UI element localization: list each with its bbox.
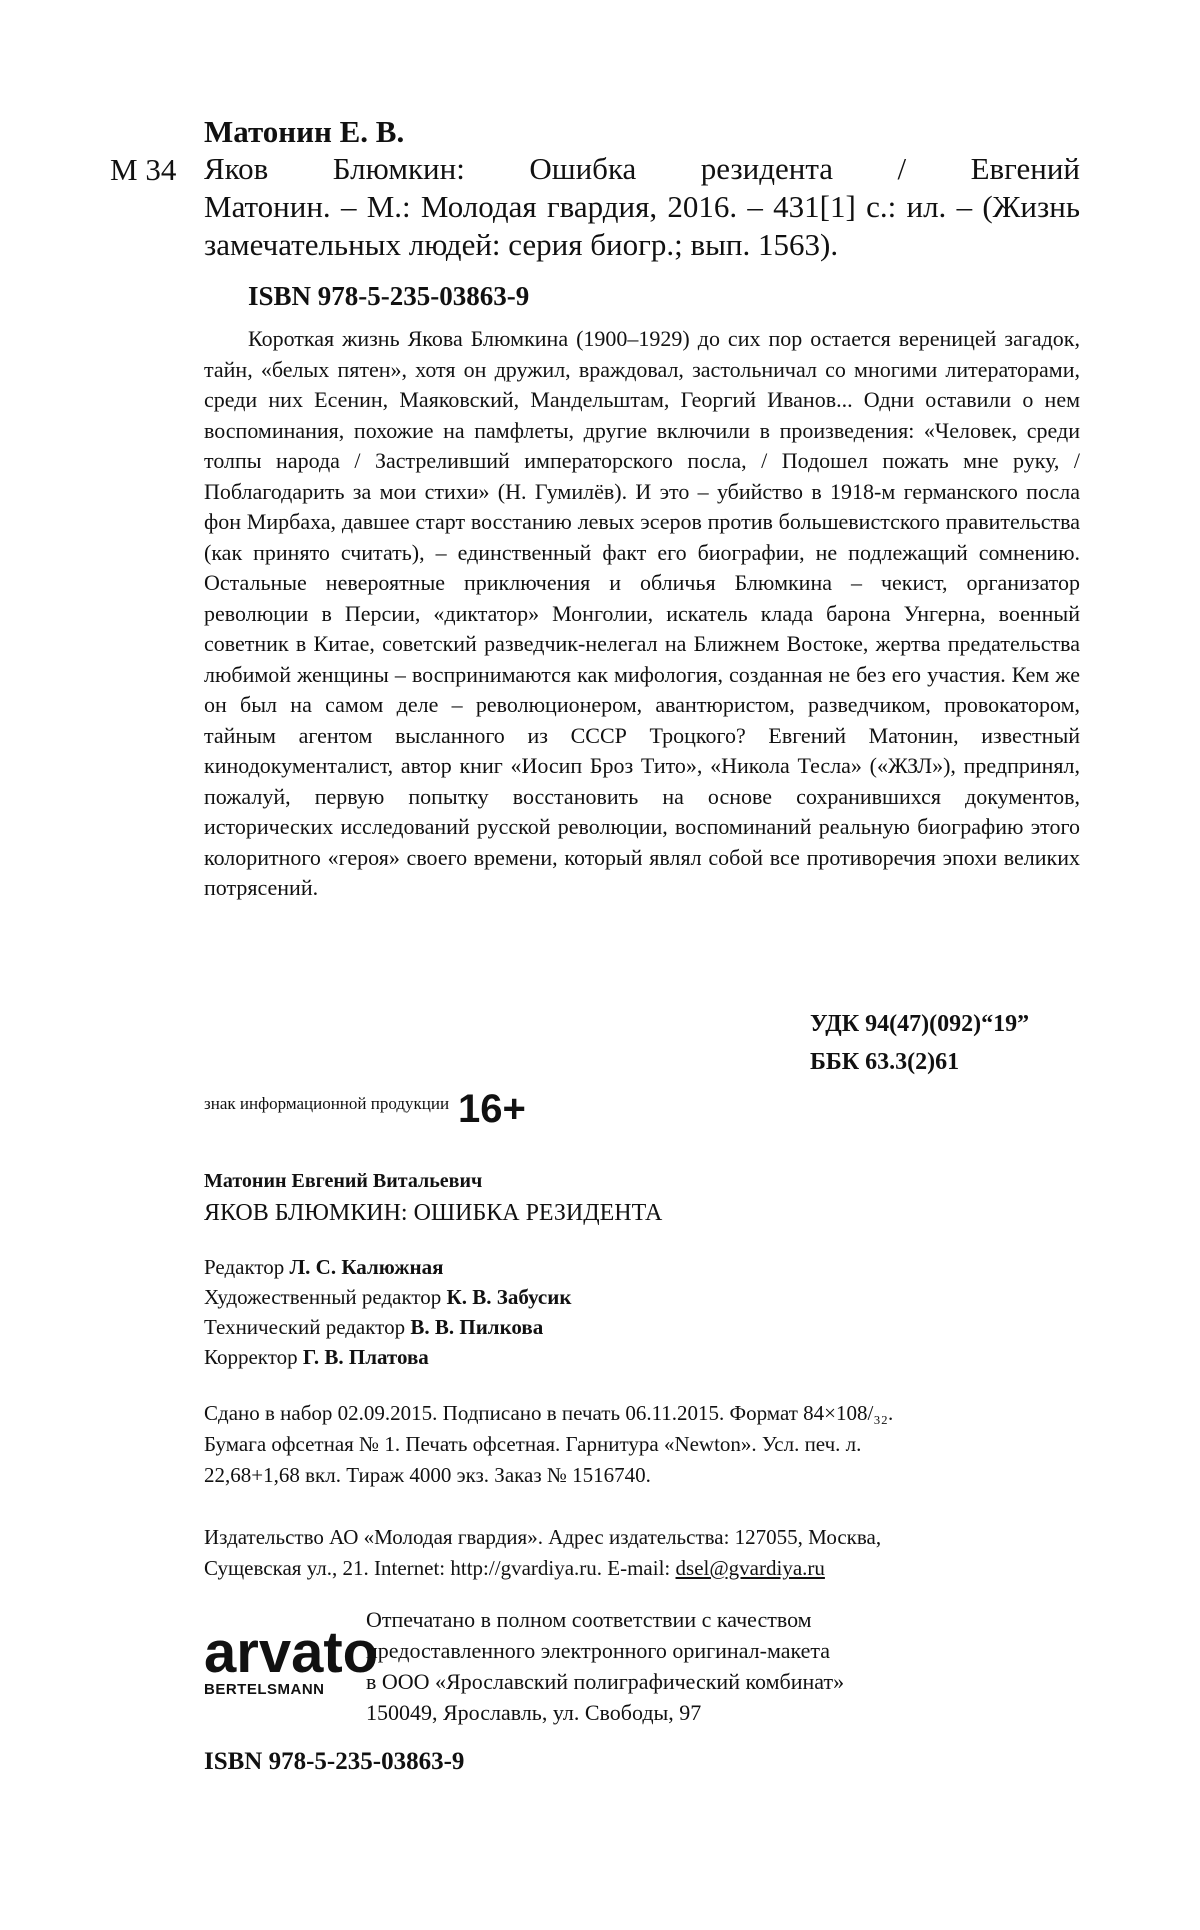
annotation-paragraph: Короткая жизнь Якова Блюмкина (1900–1929) до сих пор остается вереницей загадок, тайн, «белых пятен», хотя он дружил, враждовал, застольничал со многими литераторами, среди них Есенин, Маяковский, Мандельштам, Георгий Иванов... Одни оставили о нем воспоминания, похожие на памфлеты, другие включили в произведения: «Человек, среди толпы народа / Застреливший императорского посла, / Подошел пожать мне руку, / Поблагодарить за мои стихи» (Н. Гумилёв). И это – убийство в 1918-м германского посла фон Мирбаха, давшее старт восстанию левых эсеров против большевистского правительства (как принято считать), – единственный факт его биографии, не подлежащий сомнению. Остальные невероятные приключения и обличья Блюмкина – чекист, организатор революции в Персии, «диктатор» Монголии, искатель клада барона Унгерна, военный советник в Китае, советский разведчик-нелегал на Ближнем Востоке, жертва предательства любимой женщины – воспринимаются как мифология, созданная не без его участия. Кем же он был на самом деле – революционером, авантюристом, разведчиком, провокатором, тайным агентом высланного из СССР Троцкого? Евгений Матонин, известный кинодокументалист, автор книг «Иосип Броз Тито», «Никола Тесла» («ЖЗЛ»), предпринял, пожалуй, первую попытку восстановить на основе сохранившихся документов, исторических исследований русской революции, воспоминаний реальную биографию этого колоритного «героя» своего времени, который являл собой все противоречия эпохи великих потрясений. <box>204 324 1080 904</box>
printer-line: в ООО «Ярославский полиграфический комбинат» <box>366 1666 1080 1697</box>
credit-name: В. В. Пилкова <box>410 1315 543 1339</box>
udk-code: УДК 94(47)(092)“19” <box>810 1006 1029 1042</box>
imprint-author: Матонин Евгений Витальевич <box>204 1166 482 1196</box>
printer-line: предоставленного электронного оригинал-макета <box>366 1635 1080 1666</box>
author-heading: Матонин Е. В. <box>204 112 404 152</box>
publisher-info <box>204 1522 1080 1584</box>
credit-editor <box>204 1252 571 1282</box>
credit-art-editor <box>204 1282 571 1312</box>
credit-proofreader <box>204 1342 571 1372</box>
credit-name: Л. С. Калюжная <box>290 1255 444 1279</box>
printer-info <box>366 1604 1080 1728</box>
credits-list <box>204 1252 571 1372</box>
credit-role: Технический редактор <box>204 1315 405 1339</box>
book-imprint-page <box>0 0 1200 1930</box>
print-specs-line: Бумага офсетная № 1. Печать офсетная. Гарнитура «Newton». Усл. печ. л. <box>204 1432 861 1456</box>
credit-tech-editor <box>204 1312 571 1342</box>
publisher-email-link[interactable]: dsel@gvardiya.ru <box>676 1556 825 1580</box>
catalog-code: М 34 <box>110 150 176 190</box>
publisher-address: Издательство АО «Молодая гвардия». Адрес издательства: 127055, Москва, <box>204 1525 881 1549</box>
isbn-top: ISBN 978-5-235-03863-9 <box>248 278 529 314</box>
print-specs-line: 22,68+1,68 вкл. Тираж 4000 экз. Заказ № 1516740. <box>204 1463 651 1487</box>
age-rating: 16+ <box>458 1084 526 1134</box>
printer-line: Отпечатано в полном соответствии с качеством <box>366 1604 1080 1635</box>
credit-role: Редактор <box>204 1255 284 1279</box>
biblio-details: Матонин. – М.: Молодая гвардия, 2016. – 431[1] с.: ил. – (Жизнь замечательных людей: серия биогр.; вып. 1563). <box>204 189 1080 262</box>
logo-wordmark: arvato <box>204 1626 364 1680</box>
credit-name: Г. В. Платова <box>303 1345 429 1369</box>
printer-line: 150049, Ярославль, ул. Свободы, 97 <box>366 1697 1080 1728</box>
age-sign-caption: знак информационной продукции <box>204 1092 464 1116</box>
isbn-bottom: ISBN 978-5-235-03863-9 <box>204 1744 464 1780</box>
credit-role: Корректор <box>204 1345 298 1369</box>
bbk-code: ББК 63.3(2)61 <box>810 1044 959 1080</box>
arvato-logo <box>204 1626 364 1700</box>
biblio-title-line: Яков Блюмкин: Ошибка резидента / Евгений <box>204 150 1080 188</box>
publisher-web: Сущевская ул., 21. Internet: http://gvardiya.ru. E-mail: <box>204 1556 676 1580</box>
credit-role: Художественный редактор <box>204 1285 441 1309</box>
logo-subtitle: BERTELSMANN <box>204 1680 364 1700</box>
bibliographic-description <box>204 150 1080 264</box>
imprint-title: ЯКОВ БЛЮМКИН: ОШИБКА РЕЗИДЕНТА <box>204 1196 662 1230</box>
credit-name: К. В. Забусик <box>447 1285 572 1309</box>
print-specs-line: Сдано в набор 02.09.2015. Подписано в печать 06.11.2015. Формат 84×108/₃₂. <box>204 1401 893 1425</box>
print-specs <box>204 1398 1080 1491</box>
